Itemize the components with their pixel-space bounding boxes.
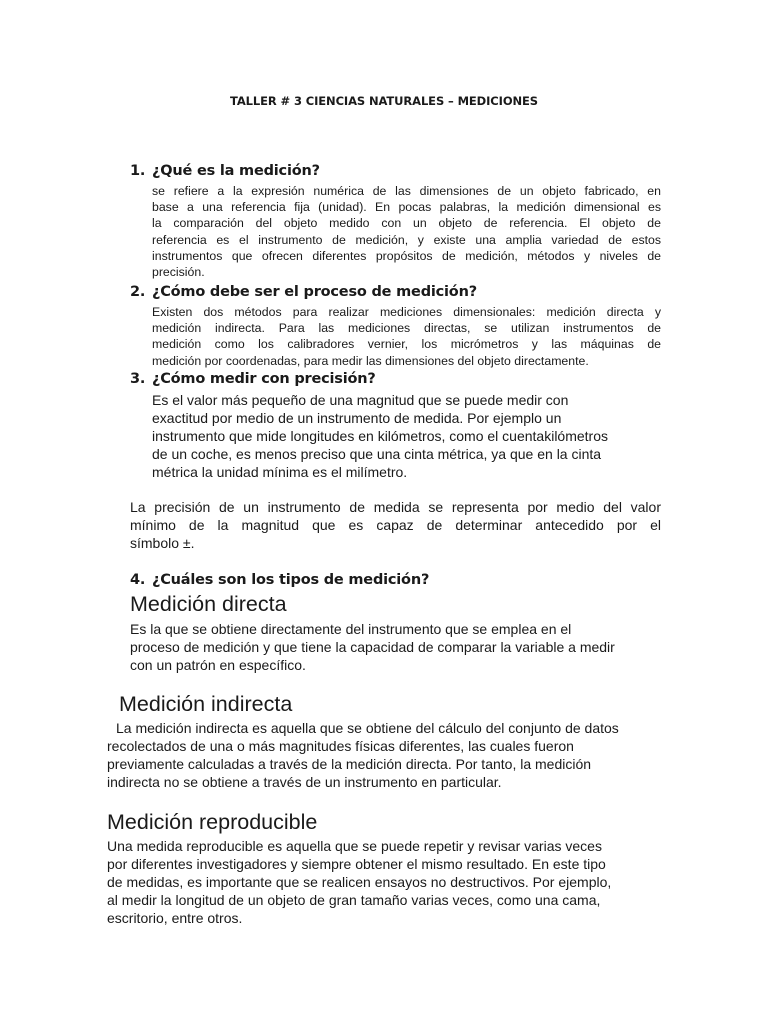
answer-line: La precisión de un instrumento de medida se representa por medio del valor [130, 499, 661, 515]
paragraph-medicion-indirecta [107, 719, 667, 791]
paragraph-line: Es la que se obtiene directamente del instrumento que se emplea en el [130, 621, 572, 637]
question-number: 4. [130, 572, 146, 588]
paragraph-line: indirecta no se obtiene a través de un instrumento en particular. [107, 774, 502, 790]
paragraph-line: previamente calculadas a través de la medición directa. Por tanto, la medición [107, 756, 592, 772]
answer-3 [152, 391, 662, 481]
question-number: 1. [130, 163, 146, 179]
question-number: 3. [130, 371, 146, 387]
answer-line: de un coche, es menos preciso que una cinta métrica, ya que en la cinta [152, 446, 602, 462]
paragraph-line: proceso de medición y que tiene la capacidad de comparar la variable a medir [130, 639, 615, 655]
question-number: 2. [130, 284, 146, 300]
heading-medicion-reproducible: Medición reproducible [107, 810, 318, 834]
answer-3-extra [130, 498, 661, 552]
answer-line: símbolo ±. [130, 535, 195, 551]
question-text: ¿Cuáles son los tipos de medición? [152, 572, 430, 588]
question-3 [130, 371, 376, 387]
answer-line: se refiere a la expresión numérica de las dimensiones de un objeto fabricado, en [152, 184, 661, 198]
question-4 [130, 572, 429, 588]
paragraph-line: al medir la longitud de un objeto de gran tamaño varias veces, como una cama, [107, 892, 601, 908]
answer-line: instrumento que mide longitudes en kilómetros, como el cuentakilómetros [152, 428, 609, 444]
answer-line: referencia es el instrumento de medición, y existe una amplia variedad de estos [152, 232, 661, 247]
answer-line: Es el valor más pequeño de una magnitud que se puede medir con [152, 392, 569, 408]
answer-line: base a una referencia fija (unidad). En pocas palabras, la medición dimensional es [152, 200, 661, 215]
answer-line: medición por coordenadas, para medir las dimensiones del objeto directamente. [152, 353, 589, 368]
question-2 [130, 284, 477, 300]
question-text: ¿Qué es la medición? [152, 163, 320, 179]
document-title: TALLER # 3 CIENCIAS NATURALES – MEDICIONES [230, 94, 538, 108]
heading-medicion-directa: Medición directa [130, 592, 287, 616]
paragraph-line: con un patrón en específico. [130, 657, 306, 673]
answer-line: precisión. [152, 265, 205, 280]
paragraph-line: La medición indirecta es aquella que se obtiene del cálculo del conjunto de datos [116, 720, 619, 736]
paragraph-medicion-directa [130, 620, 670, 674]
heading-medicion-indirecta: Medición indirecta [119, 692, 293, 716]
answer-line: mínimo de la magnitud que es capaz de determinar antecedido por el [130, 517, 661, 533]
paragraph-line: de medidas, es importante que se realicen ensayos no destructivos. Por ejemplo, [107, 874, 612, 890]
paragraph-line: Una medida reproducible es aquella que se puede repetir y revisar varias veces [107, 838, 602, 854]
answer-line: métrica la unidad mínima es el milímetro. [152, 464, 408, 480]
answer-2 [152, 304, 661, 369]
question-text: ¿Cómo medir con precisión? [152, 371, 376, 387]
paragraph-medicion-reproducible [107, 837, 667, 927]
question-text: ¿Cómo debe ser el proceso de medición? [152, 284, 477, 300]
paragraph-line: por diferentes investigadores y siempre obtener el mismo resultado. En este tipo [107, 856, 606, 872]
answer-line: medición indirecta. Para las mediciones directas, se utilizan instrumentos de [152, 321, 661, 336]
answer-line: Existen dos métodos para realizar mediciones dimensionales: medición directa y [152, 305, 661, 319]
paragraph-line: escritorio, entre otros. [107, 910, 243, 926]
answer-1 [152, 183, 661, 280]
answer-line: medición como los calibradores vernier, los micrómetros y las máquinas de [152, 337, 661, 352]
answer-line: exactitud por medio de un instrumento de medida. Por ejemplo un [152, 410, 562, 426]
answer-line: instrumentos que ofrecen diferentes propósitos de medición, métodos y niveles de [152, 248, 661, 263]
answer-line: la comparación del objeto medido con un objeto de referencia. El objeto de [152, 216, 661, 231]
paragraph-line: recolectados de una o más magnitudes físicas diferentes, las cuales fueron [107, 738, 574, 754]
question-1 [130, 163, 320, 179]
